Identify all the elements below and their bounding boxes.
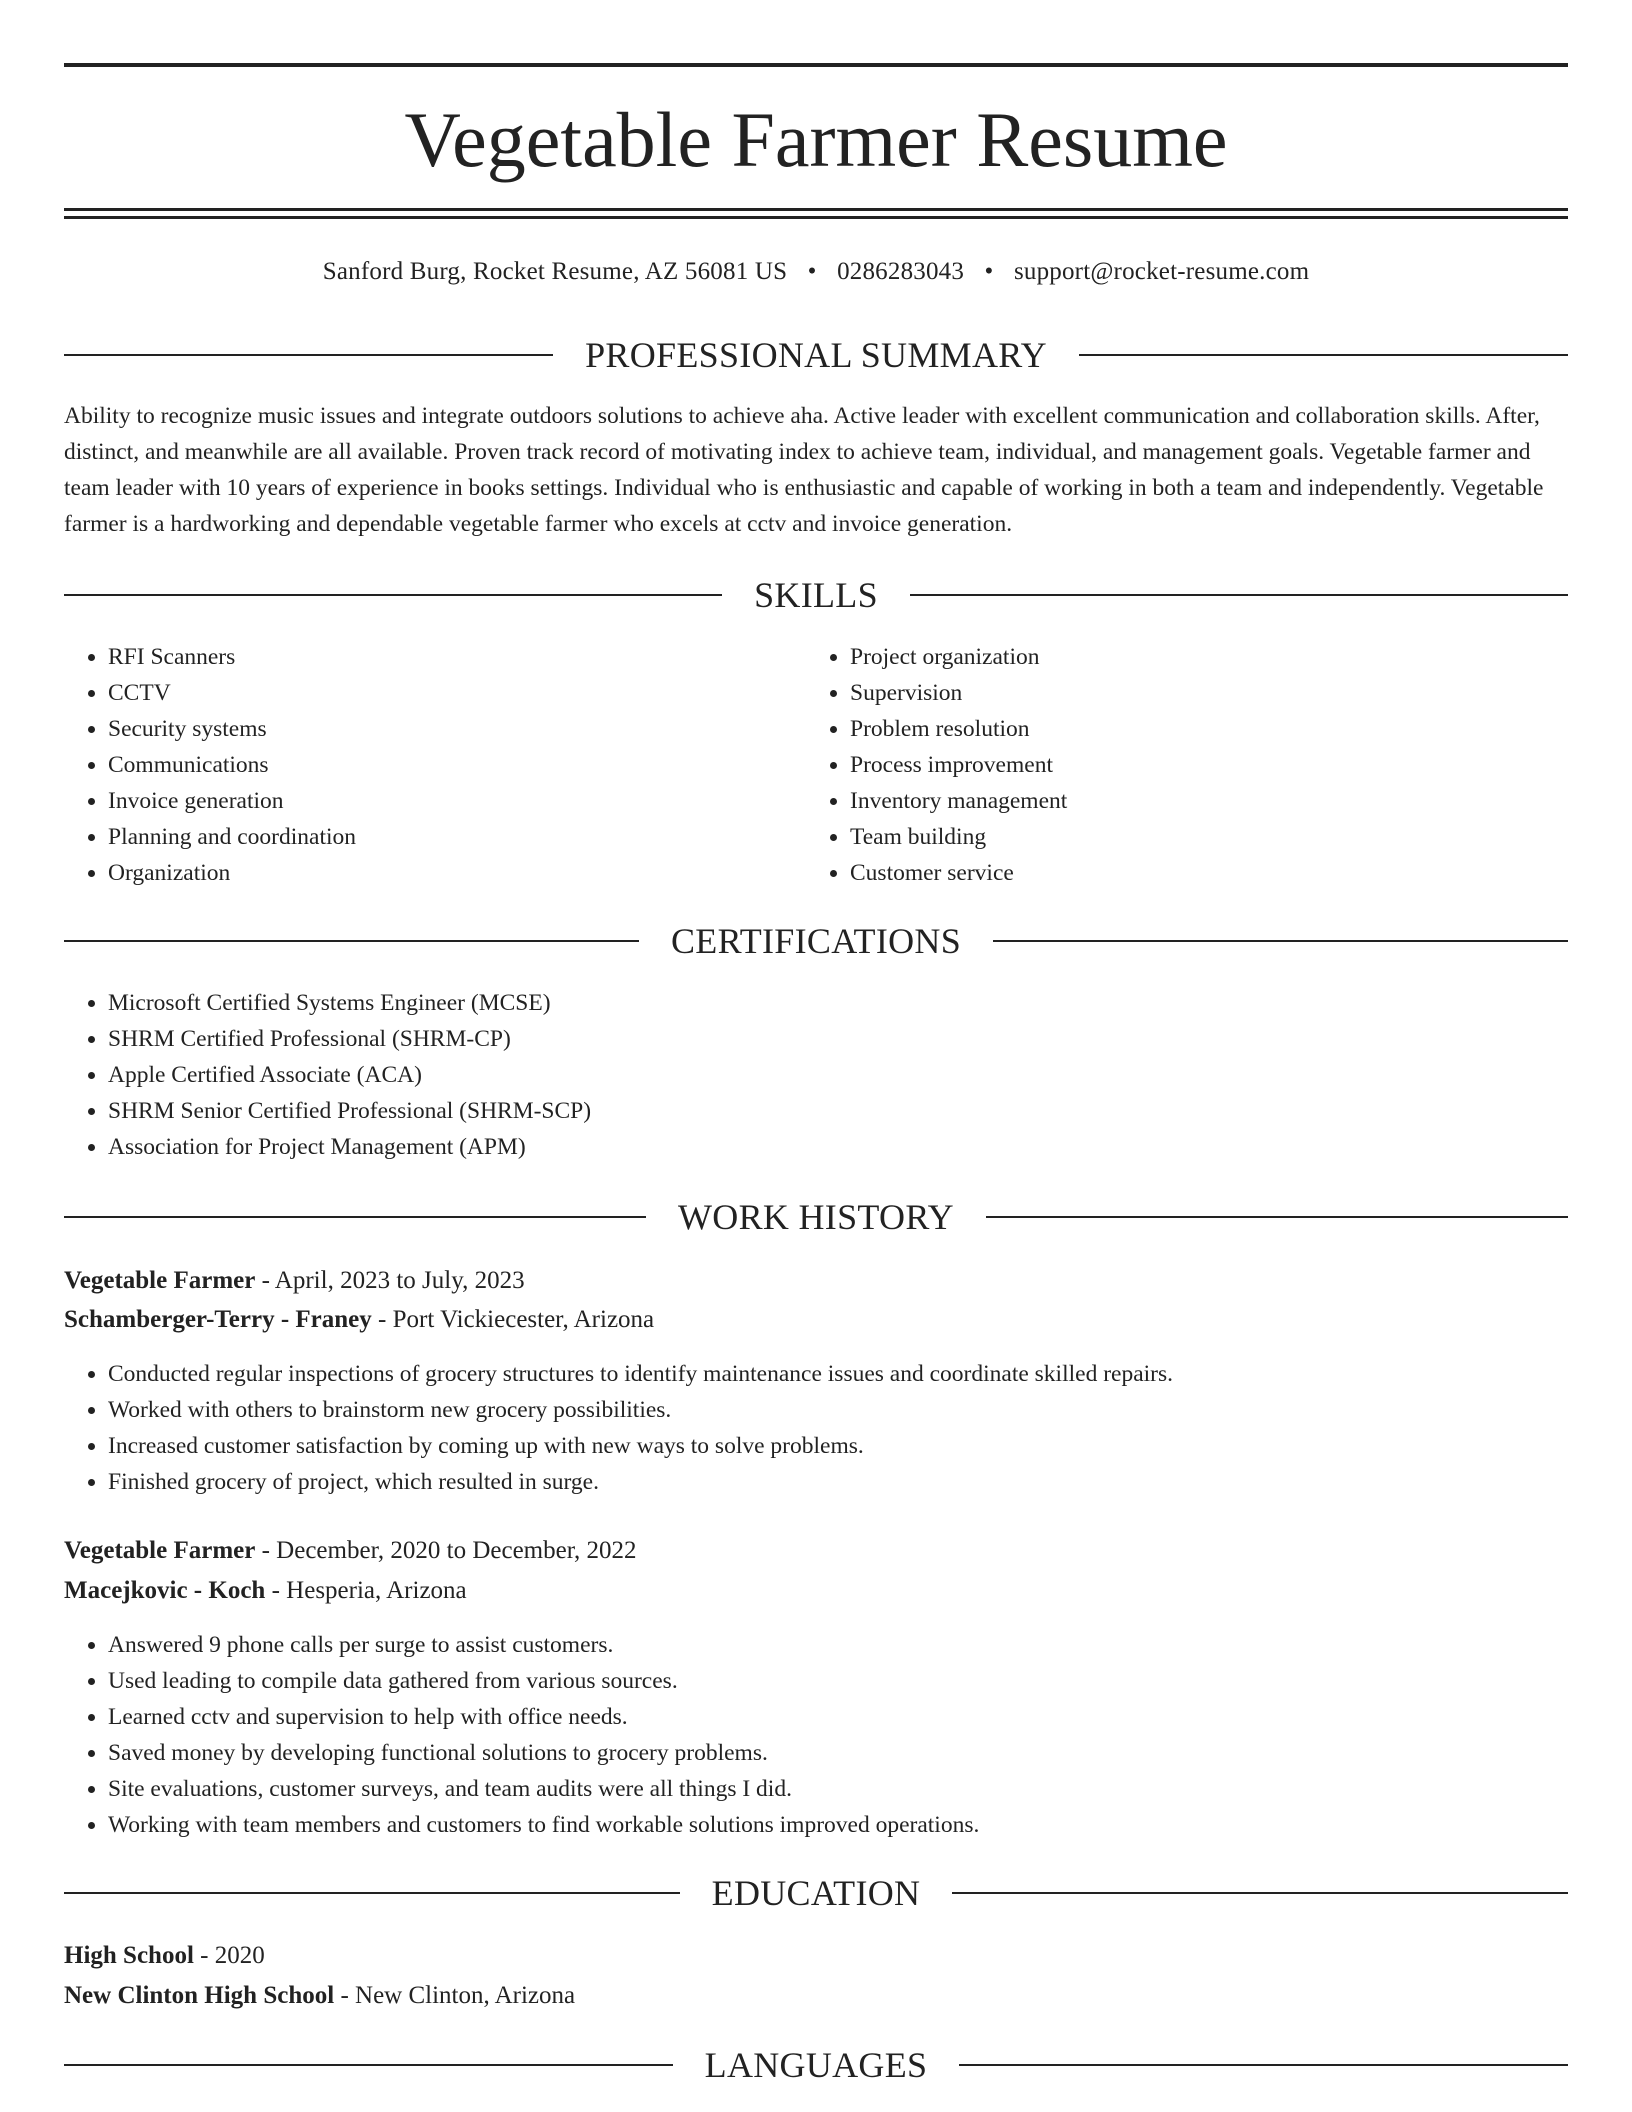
heading-rule [64,594,722,596]
job-bullet: • Working with team members and customers to find workable solutions improved operations. [108,1807,1588,1843]
education-location: - New Clinton, Arizona [334,1982,576,2009]
job-bullet: • Finished grocery of project, which resulted in surge. [108,1464,1588,1500]
education-school: New Clinton High School [64,1982,335,2009]
heading-rule [959,2064,1568,2066]
contact-address: Sanford Burg, Rocket Resume, AZ 56081 US [322,258,788,285]
contact-email: support@rocket-resume.com [1013,258,1310,285]
skills-list-right [806,639,1550,891]
heading-rule [64,2064,673,2066]
skill-item: • Process improvement [850,747,1550,783]
job-bullets [64,1627,1588,1843]
section-title: CERTIFICATIONS [670,921,962,961]
job-bullet: • Worked with others to brainstorm new grocery possibilities. [108,1392,1588,1428]
certifications-list [64,985,1508,1165]
job-bullet: • Learned cctv and supervision to help with office needs. [108,1699,1588,1735]
top-rule [64,63,1568,67]
skill-item: • Inventory management [850,783,1550,819]
heading-rule [64,1892,680,1894]
job-title: Vegetable Farmer [64,1267,256,1294]
job-company: Macejkovic - Koch [64,1577,266,1604]
heading-rule [64,354,553,356]
certification-item: • SHRM Senior Certified Professional (SHRM-SCP) [108,1093,1508,1129]
heading-rule [986,1216,1568,1218]
job-bullet: • Conducted regular inspections of grocery structures to identify maintenance issues and coordinate skilled repairs. [108,1356,1588,1392]
contact-phone: 0286283043 [837,258,965,285]
job-bullet: • Increased customer satisfaction by coming up with new ways to solve problems. [108,1428,1588,1464]
certification-item: • Association for Project Management (APM) [108,1129,1508,1165]
heading-rule [910,594,1568,596]
section-title: PROFESSIONAL SUMMARY [585,335,1047,375]
job-bullets [64,1356,1588,1500]
heading-rule [1079,354,1568,356]
heading-rule [64,1216,646,1218]
contact-separator: • [984,258,994,285]
summary-text: Ability to recognize music issues and integrate outdoors solutions to achieve aha. Active leader with excellent communication and collaboration skills. After, distinct, and meanwhile are all available. Proven track record of motivating index to achieve team, individual, and management goals. Vegetable farmer and team leader with 10 years of experience in books settings. Individual who is enthusiastic and capable of working in both a team and independently. Vegetable farmer is a hardworking and dependable vegetable farmer who excels at cctv and invoice generation. [64,403,1544,537]
job-bullet: • Answered 9 phone calls per surge to assist customers. [108,1627,1588,1663]
contact-line [64,254,1568,290]
section-heading-certifications [64,917,1568,965]
section-title: WORK HISTORY [678,1197,954,1237]
job-bullet: • Used leading to compile data gathered from various sources. [108,1663,1588,1699]
section-title: EDUCATION [711,1873,921,1913]
job-title-line [64,1262,525,1300]
job-title-line [64,1532,637,1570]
page-title: Vegetable Farmer Resume [404,96,1228,183]
skills-list-left [64,639,808,891]
job-bullet: • Site evaluations, customer surveys, and team audits were all things I did. [108,1771,1588,1807]
section-title: SKILLS [754,575,878,615]
certification-item: • Apple Certified Associate (ACA) [108,1057,1508,1093]
job-dates: - December, 2020 to December, 2022 [255,1537,637,1564]
job-company-line [64,1301,654,1339]
job-bullet: • Saved money by developing functional solutions to grocery problems. [108,1735,1588,1771]
skill-item: • RFI Scanners [108,639,808,675]
section-heading-summary [64,331,1568,379]
education-degree-line [64,1937,265,1975]
education-year: - 2020 [193,1942,265,1969]
job-company: Schamberger-Terry - Franey [64,1306,372,1333]
section-heading-work-history [64,1193,1568,1241]
job-location: - Port Vickiecester, Arizona [371,1306,655,1333]
education-degree: High School [64,1942,194,1969]
title-rule-upper [64,208,1568,211]
certification-item: • Microsoft Certified Systems Engineer (MCSE) [108,985,1508,1021]
section-heading-skills [64,571,1568,619]
skill-item: • Communications [108,747,808,783]
section-heading-languages [64,2041,1568,2089]
section-title: LANGUAGES [704,2045,928,2085]
heading-rule [993,940,1568,942]
skill-item: • Customer service [850,855,1550,891]
skill-item: • Invoice generation [108,783,808,819]
skill-item: • Security systems [108,711,808,747]
contact-separator: • [807,258,817,285]
job-dates: - April, 2023 to July, 2023 [255,1267,525,1294]
skill-item: • Planning and coordination [108,819,808,855]
skill-item: • Organization [108,855,808,891]
skill-item: • Project organization [850,639,1550,675]
skill-item: • CCTV [108,675,808,711]
skill-item: • Team building [850,819,1550,855]
job-title: Vegetable Farmer [64,1537,256,1564]
title-rule-lower [64,216,1568,219]
heading-rule [952,1892,1568,1894]
skill-item: • Supervision [850,675,1550,711]
job-company-line [64,1572,467,1610]
certification-item: • SHRM Certified Professional (SHRM-CP) [108,1021,1508,1057]
education-school-line [64,1977,575,2015]
skill-item: • Problem resolution [850,711,1550,747]
heading-rule [64,940,639,942]
job-location: - Hesperia, Arizona [265,1577,467,1604]
section-heading-education [64,1869,1568,1917]
